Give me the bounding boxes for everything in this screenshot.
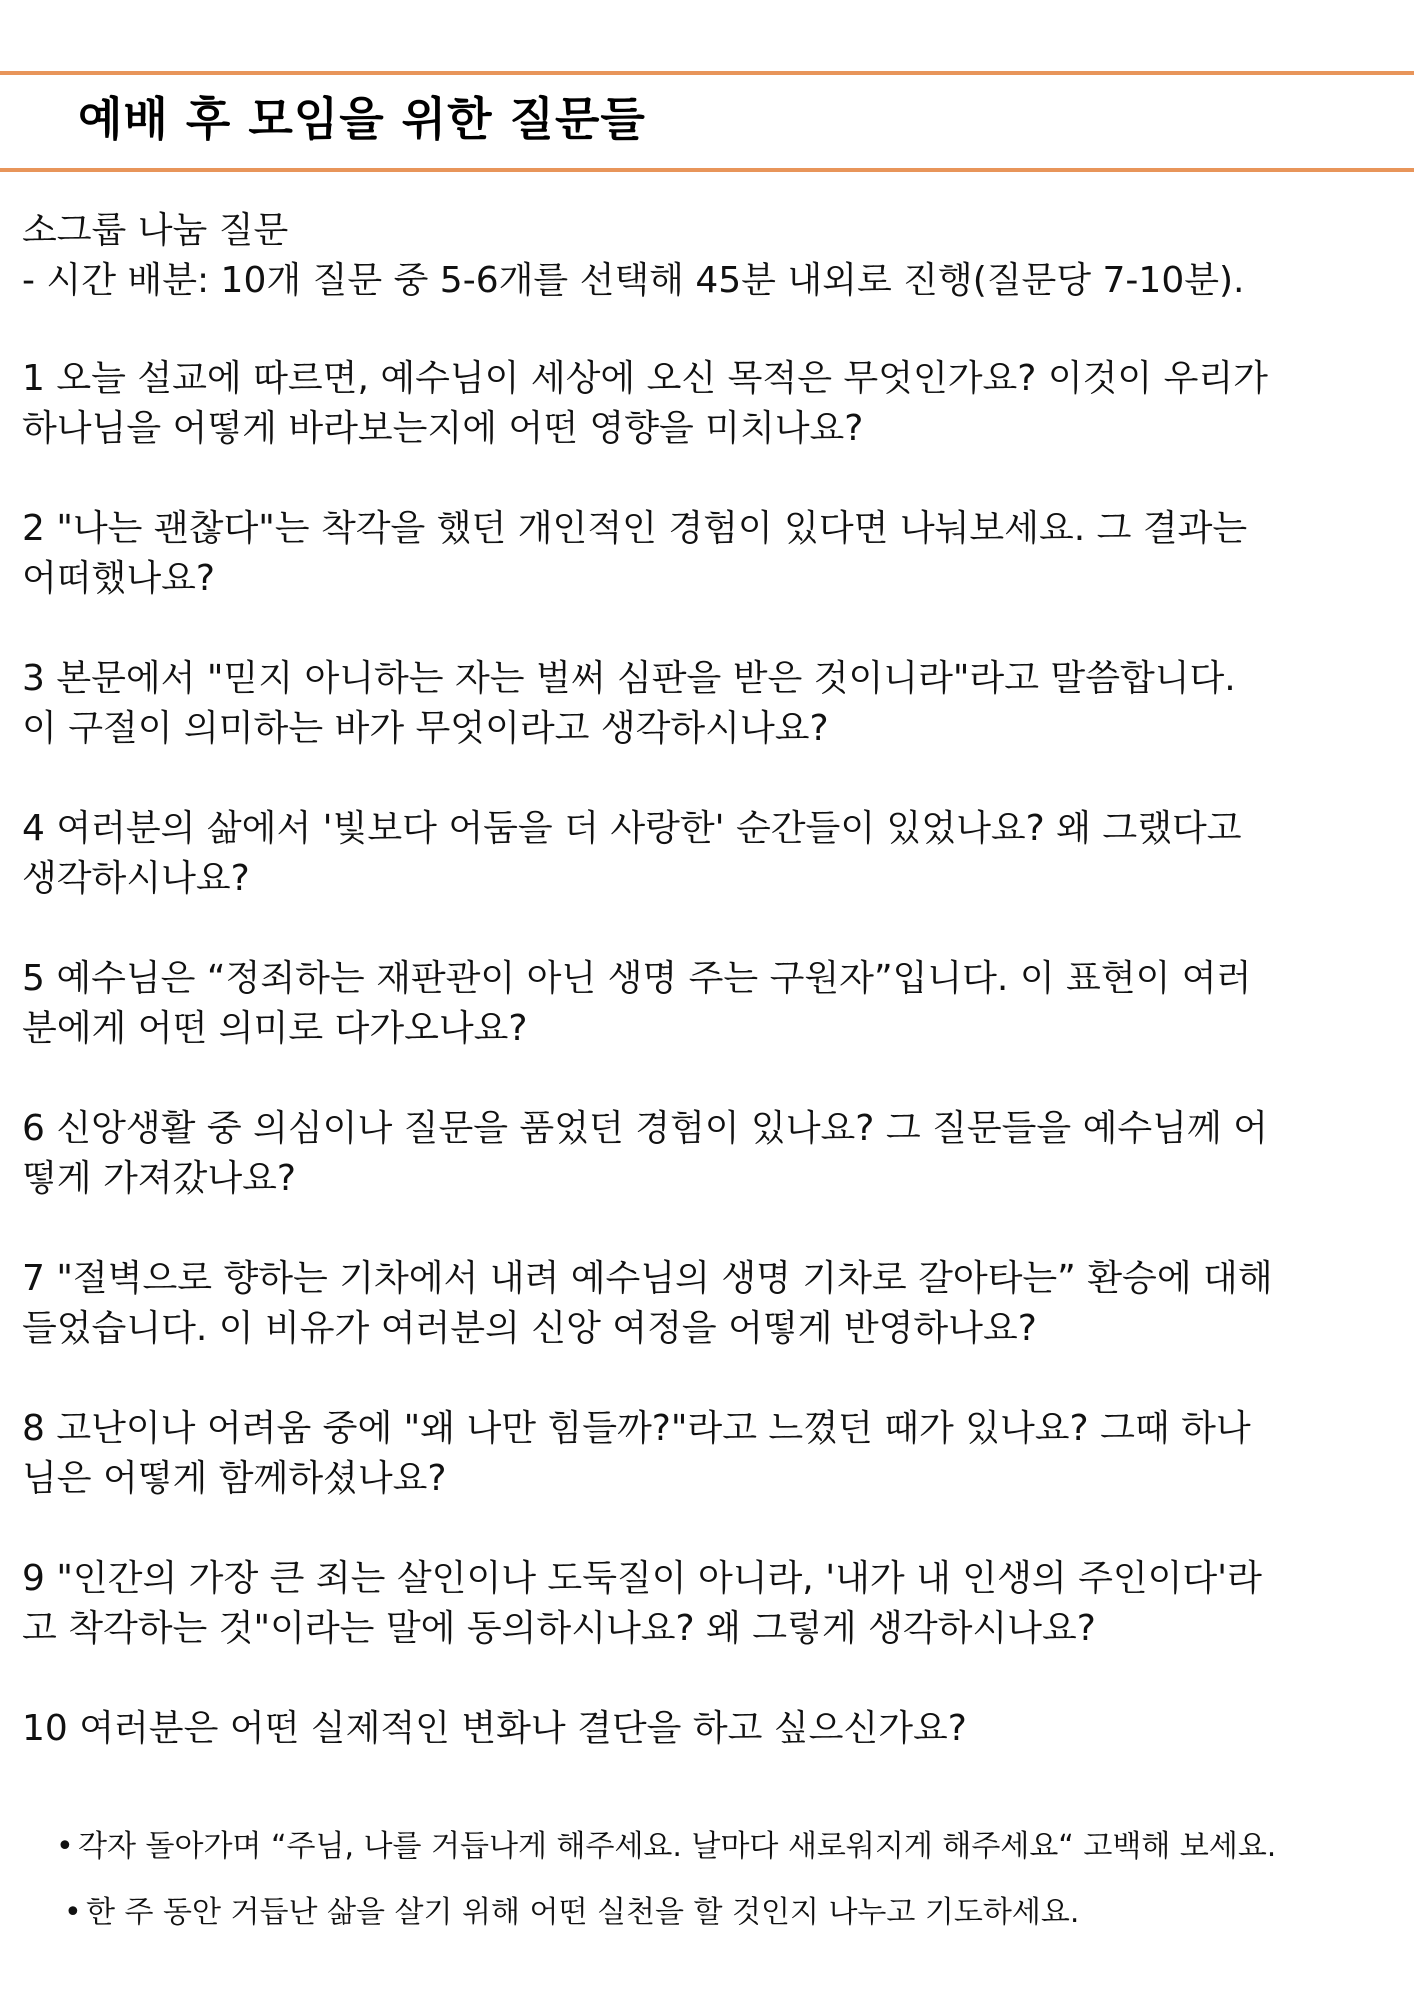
question-9 — [22, 1554, 1397, 1654]
question-line: 1 오늘 설교에 따르면, 예수님이 세상에 오신 목적은 무엇인가요? 이것이 우리가 — [22, 358, 1268, 399]
question-10 — [22, 1704, 1397, 1754]
question-line: 9 "인간의 가장 큰 죄는 살인이나 도둑질이 아니라, '내가 내 인생의 주인이다'라 — [22, 1558, 1262, 1599]
question-4 — [22, 804, 1397, 904]
question-5 — [22, 954, 1397, 1054]
question-3 — [22, 654, 1397, 754]
question-line: 2 "나는 괜찮다"는 착각을 했던 개인적인 경험이 있다면 나눠보세요. 그 결과는 — [22, 508, 1248, 549]
bullet-text: 각자 돌아가며 “주님, 나를 거듭나게 해주세요. 날마다 새로워지게 해주세요“ 고백해 보세요. — [78, 1829, 1277, 1864]
question-line: 8 고난이나 어려움 중에 "왜 나만 힘들까?"라고 느꼈던 때가 있나요? 그때 하나 — [22, 1408, 1251, 1449]
question-7 — [22, 1254, 1397, 1354]
question-6 — [22, 1104, 1397, 1204]
header-top-rule — [0, 71, 1414, 75]
question-line: 3 본문에서 "믿지 아니하는 자는 벌써 심판을 받은 것이니라"라고 말씀합니다. — [22, 658, 1236, 699]
question-line: 5 예수님은 “정죄하는 재판관이 아닌 생명 주는 구원자”입니다. 이 표현이 여러 — [22, 958, 1252, 999]
question-line: 생각하시나요? — [22, 858, 250, 899]
question-line: 7 "절벽으로 향하는 기차에서 내려 예수님의 생명 기차로 갈아타는” 환승에 대해 — [22, 1258, 1273, 1299]
bullet-text: 한 주 동안 거듭난 삶을 살기 위해 어떤 실천을 할 것인지 나누고 기도하세요. — [86, 1895, 1080, 1930]
bullet-item — [56, 1825, 1396, 1869]
question-8 — [22, 1404, 1397, 1504]
question-line: 님은 어떻게 함께하셨나요? — [22, 1458, 447, 1499]
question-2 — [22, 504, 1397, 604]
question-line: 떻게 가져갔나요? — [22, 1158, 296, 1199]
question-line: 4 여러분의 삶에서 '빛보다 어둠을 더 사랑한' 순간들이 있었나요? 왜 그랬다고 — [22, 808, 1242, 849]
question-1 — [22, 354, 1397, 454]
section-heading: 소그룹 나눔 질문 — [22, 210, 289, 251]
bullet-marker: • — [64, 1895, 82, 1930]
question-line: 들었습니다. 이 비유가 여러분의 신앙 여정을 어떻게 반영하나요? — [22, 1308, 1037, 1349]
question-line: 이 구절이 의미하는 바가 무엇이라고 생각하시나요? — [22, 708, 829, 749]
question-document — [22, 206, 1397, 1754]
time-allocation-note: - 시간 배분: 10개 질문 중 5-6개를 선택해 45분 내외로 진행(질문당 7-10분). — [22, 260, 1245, 301]
question-line: 분에게 어떤 의미로 다가오나요? — [22, 1008, 528, 1049]
question-line: 하나님을 어떻게 바라보는지에 어떤 영향을 미치나요? — [22, 408, 864, 449]
closing-activities — [56, 1825, 1396, 1957]
bullet-marker: • — [56, 1829, 74, 1864]
question-line: 어떠했나요? — [22, 558, 215, 599]
question-line: 10 여러분은 어떤 실제적인 변화나 결단을 하고 싶으신가요? — [22, 1708, 967, 1749]
question-line: 6 신앙생활 중 의심이나 질문을 품었던 경험이 있나요? 그 질문들을 예수님께 어 — [22, 1108, 1268, 1149]
page-title: 예배 후 모임을 위한 질문들 — [78, 92, 646, 146]
question-line: 고 착각하는 것"이라는 말에 동의하시나요? 왜 그렇게 생각하시나요? — [22, 1608, 1096, 1649]
header-bottom-rule — [0, 168, 1414, 172]
bullet-item — [56, 1891, 1396, 1935]
